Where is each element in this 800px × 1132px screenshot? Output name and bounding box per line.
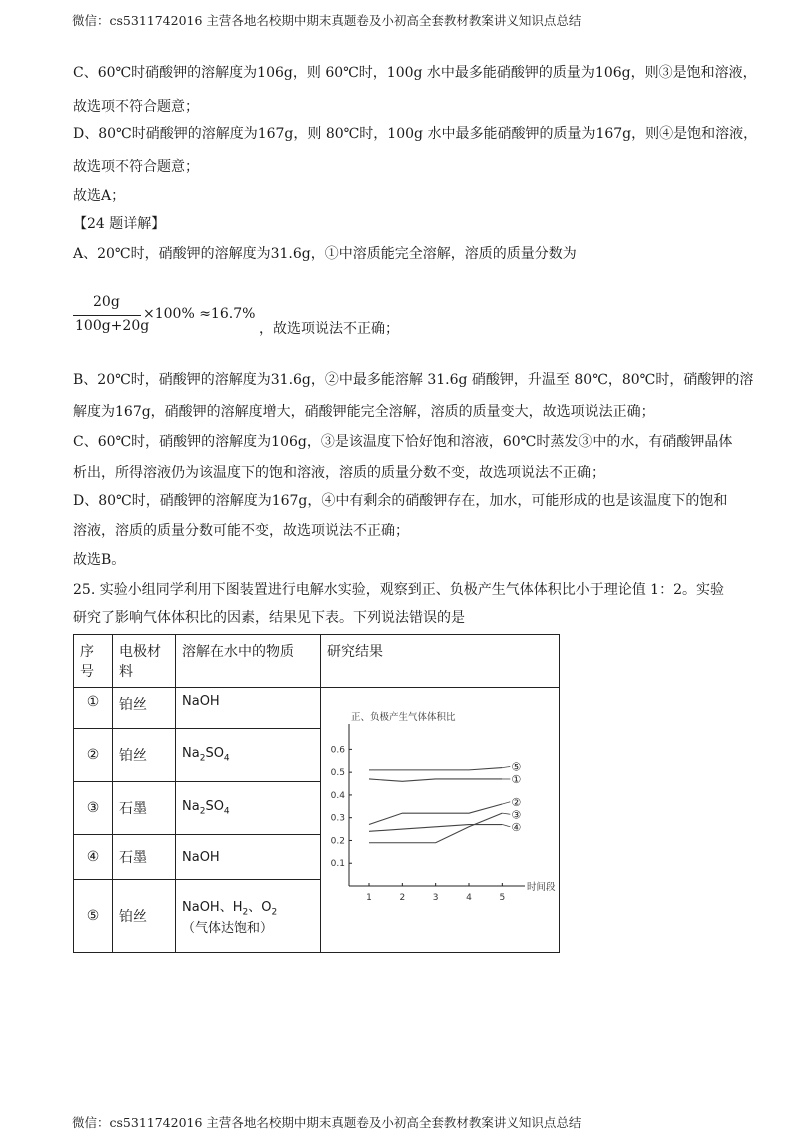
- research-table: [73, 634, 560, 953]
- x-tick-label: 3: [432, 893, 439, 903]
- x-tick-label: 2: [399, 893, 406, 903]
- question-25-line2: 研究了影响气体体积比的因素，结果见下表。下列说法错误的是: [73, 610, 465, 626]
- y-tick-label: 0.3: [330, 813, 345, 824]
- text-line-dd1: D、80℃时，硝酸钾的溶解度为167g，④中有剩余的硝酸钾存在，加水，可能形成的也是该温度下的饱和: [73, 493, 728, 509]
- text-line-cc2: 析出，所得溶液仍为该温度下的饱和溶液，溶质的质量分数不变，故选项说法不正确；: [73, 465, 605, 481]
- row-electrode: 石墨: [113, 835, 176, 880]
- saturation-note: （气体达饱和）: [182, 921, 274, 937]
- series-leader-5: [502, 825, 510, 827]
- row-no: ④: [74, 835, 113, 880]
- y-tick-label: 0.5: [330, 768, 345, 779]
- text-line-c2: 故选项不符合题意；: [73, 99, 199, 115]
- series-label-1: ⑤: [511, 760, 522, 774]
- x-axis-label: 时间段: [527, 882, 556, 893]
- series-leader-4: [502, 813, 510, 814]
- row-no: ②: [74, 728, 113, 781]
- gas-volume-ratio-chart: [321, 688, 559, 948]
- series-label-4: ③: [511, 808, 522, 822]
- text-line-b2: 解度为167g，硝酸钾的溶解度增大，硝酸钾能完全溶解，溶质的质量变大，故选项说法正确；: [73, 404, 655, 420]
- series-label-2: ①: [511, 772, 522, 786]
- series-line-5: [369, 825, 502, 832]
- series-label-5: ④: [511, 820, 522, 834]
- text-line-b1: B、20℃时，硝酸钾的溶解度为31.6g，②中最多能溶解 31.6g 硝酸钾，升温至 80℃，80℃时，硝酸钾的溶: [73, 372, 754, 388]
- row-electrode: 铂丝: [113, 688, 176, 729]
- header-no: 序号: [74, 635, 113, 688]
- row-substance: NaOH: [176, 835, 321, 880]
- fraction-bar: [73, 315, 141, 316]
- row-substance: NaOH: [176, 688, 321, 729]
- row-substance: NaOH、$H_2$、$O_2$ （气体达饱和）: [176, 880, 321, 953]
- text-line-dd2: 溶液，溶质的质量分数可能不变，故选项说法不正确；: [73, 523, 409, 539]
- text-line-a1: A、20℃时，硝酸钾的溶解度为31.6g，①中溶质能完全溶解，溶质的质量分数为: [73, 246, 577, 262]
- formula-conclusion: ，故选项说法不正确；: [259, 321, 399, 337]
- row-no: ①: [74, 688, 113, 729]
- text-line-d2: 故选项不符合题意；: [73, 159, 199, 175]
- row-no: ⑤: [74, 880, 113, 953]
- header-electrode: 电极材料: [113, 635, 176, 688]
- x-tick-label: 1: [366, 893, 372, 903]
- formula-denominator: 100g+20g: [75, 318, 150, 334]
- text-line-cc1: C、60℃时，硝酸钾的溶解度为106g，③是该温度下恰好饱和溶液，60℃时蒸发③中的水，有硝酸钾晶体: [73, 434, 733, 450]
- series-line-2: [369, 779, 502, 781]
- y-tick-label: 0.6: [330, 745, 345, 756]
- series-leader-1: [502, 766, 510, 767]
- text-line-c1: C、60℃时硝酸钾的溶解度为106g，则 60℃时，100g 水中最多能硝酸钾的质量为106g，则③是饱和溶液，: [73, 65, 757, 81]
- result-chart-cell: [321, 688, 560, 953]
- question-24-heading: 【24 题详解】: [73, 216, 166, 232]
- page-header: 微信：cs5311742016 主营各地名校期中期末真题卷及小初高全套教材教案讲义知识点总结: [72, 13, 582, 28]
- y-tick-label: 0.1: [330, 859, 345, 870]
- text-line-d1: D、80℃时硝酸钾的溶解度为167g，则 80℃时，100g 水中最多能硝酸钾的质量为167g，则④是饱和溶液，: [73, 126, 758, 142]
- formula-numerator: 20g: [93, 294, 120, 310]
- mass-fraction-formula: [73, 294, 403, 338]
- series-line-1: [369, 768, 502, 770]
- row-electrode: 石墨: [113, 782, 176, 835]
- y-tick-label: 0.2: [330, 836, 345, 847]
- answer-a: 故选A；: [73, 188, 126, 204]
- question-25-line1: 25. 实验小组同学利用下图装置进行电解水实验，观察到正、负极产生气体体积比小于理论值 1：2。实验: [73, 582, 724, 598]
- header-substance: 溶解在水中的物质: [176, 635, 321, 688]
- answer-b: 故选B。: [73, 552, 126, 568]
- formula-result: ×100% ≈16.7%: [143, 306, 256, 322]
- header-result: 研究结果: [321, 635, 560, 688]
- table-header-row: [74, 635, 560, 688]
- y-tick-label: 0.4: [330, 790, 345, 801]
- row-electrode: 铂丝: [113, 728, 176, 781]
- row-substance: $Na_2SO_4$: [176, 728, 321, 781]
- series-label-3: ②: [511, 795, 522, 809]
- row-electrode: 铂丝: [113, 880, 176, 953]
- page-footer: 微信：cs5311742016 主营各地名校期中期末真题卷及小初高全套教材教案讲义知识点总结: [72, 1115, 582, 1130]
- row-substance: $Na_2SO_4$: [176, 782, 321, 835]
- x-tick-label: 5: [499, 893, 506, 903]
- row-no: ③: [74, 782, 113, 835]
- x-tick-label: 4: [466, 893, 472, 903]
- y-axis-label: 正、负极产生气体体积比: [351, 712, 456, 723]
- series-leader-3: [502, 802, 510, 804]
- table-row: [74, 688, 560, 729]
